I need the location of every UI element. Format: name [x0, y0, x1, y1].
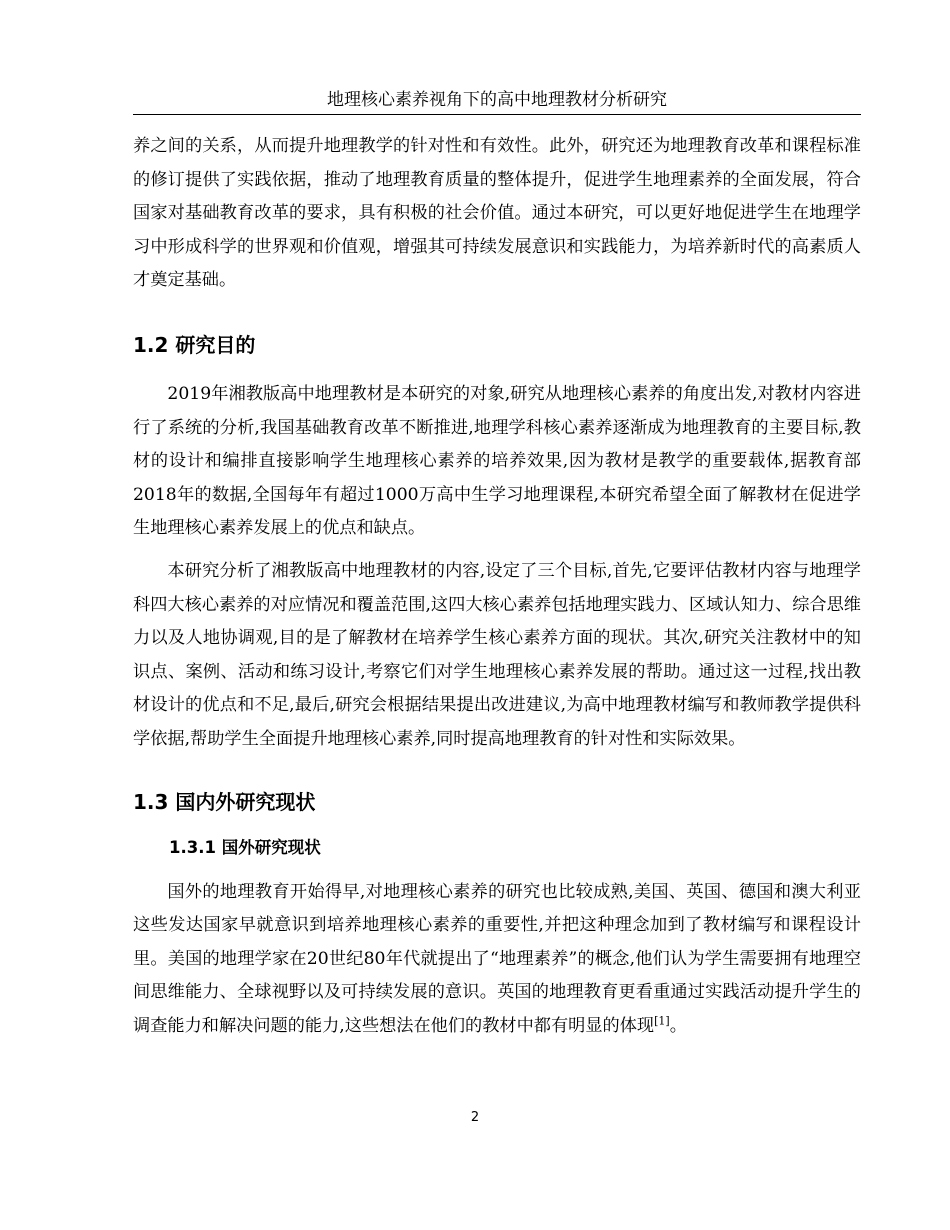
paragraph-end: 。 [669, 1015, 687, 1036]
subsection-heading-1-3-1: 1.3.1 国外研究现状 [169, 837, 321, 857]
intro-paragraph: 养之间的关系，从而提升地理教学的针对性和有效性。此外，研究还为地理教育改革和课程标准的修订提供了实践依据，推动了地理教育质量的整体提升，促进学生地理素养的全面发展，符合国家对基础教育改革的要求，具有积极的社会价值。通过本研究，可以更好地促进学生在地理学习中形成科学的世界观和价值观，增强其可持续发展意识和实践能力，为培养新时代的高素质人才奠定基础。 [133, 136, 861, 291]
section-heading-1-3: 1.3 国内外研究现状 [133, 789, 316, 814]
paragraph-text: 国外的地理教育开始得早,对地理核心素养的研究也比较成熟,美国、英国、德国和澳大利亚这些发达国家早就意识到培养地理核心素养的重要性,并把这种理念加到了教材编写和课程设计里。美国的地理学家在20世纪80年代就提出了“地理素养”的概念,他们认为学生需要拥有地理空间思维能力、全球视野以及可持续发展的意识。英国的地理教育更看重通过实践活动提升学生的调查能力和解决问题的能力,这些想法在他们的教材中都有明显的体现 [133, 881, 862, 1036]
running-header [133, 88, 861, 115]
section-heading-1-2: 1.2 研究目的 [133, 332, 256, 357]
page-number: 2 [470, 1110, 480, 1125]
citation-marker[interactable]: [1] [654, 1014, 670, 1028]
body-paragraph: 2019年湘教版高中地理教材是本研究的对象,研究从地理核心素养的角度出发,对教材内容进行了系统的分析,我国基础教育改革不断推进,地理学科核心素养逐渐成为地理教育的主要目标,教材的设计和编排直接影响学生地理核心素养的培养效果,因为教材是教学的重要载体,据教育部2018年的数据,全国每年有超过1000万高中生学习地理课程,本研究希望全面了解教材在促进学生地理核心素养发展上的优点和缺点。 [133, 383, 861, 539]
body-paragraph [133, 876, 861, 1044]
running-title: 地理核心素养视角下的高中地理教材分析研究 [327, 90, 667, 110]
page-body [133, 130, 861, 1043]
body-paragraph: 本研究分析了湘教版高中地理教材的内容,设定了三个目标,首先,它要评估教材内容与地理学科四大核心素养的对应情况和覆盖范围,这四大核心素养包括地理实践力、区域认知力、综合思维力以及人地协调观,目的是了解教材在培养学生核心素养方面的现状。其次,研究关注教材中的知识点、案例、活动和练习设计,考察它们对学生地理核心素养发展的帮助。通过这一过程,找出教材设计的优点和不足,最后,研究会根据结果提出改进建议,为高中地理教材编写和教师教学提供科学依据,帮助学生全面提升地理核心素养,同时提高地理教育的针对性和实际效果。 [133, 560, 861, 749]
